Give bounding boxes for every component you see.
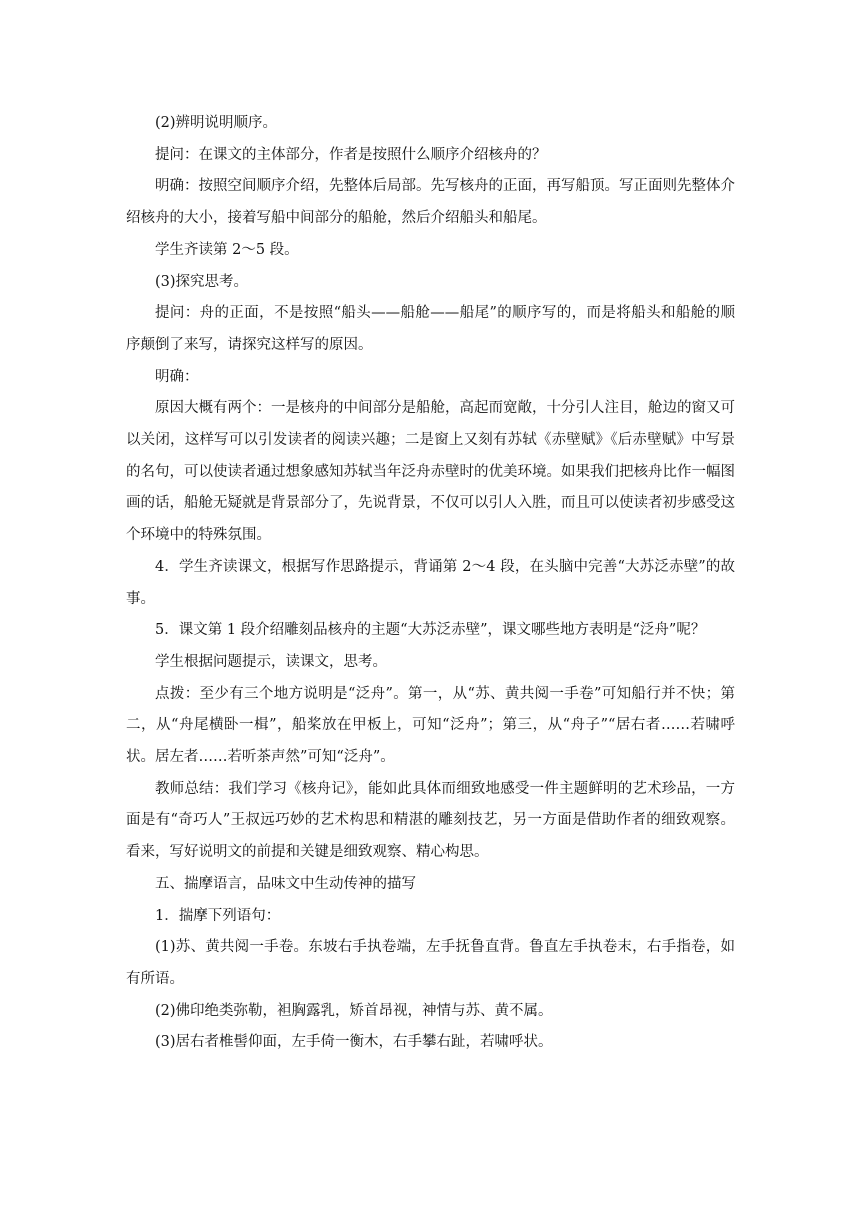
paragraph: 明确： bbox=[155, 368, 199, 385]
paragraph: 原因大概有两个：一是核舟的中间部分是船舱，高起而宽敞，十分引人注目，舱边的窗又可以关闭，这样写可以引发读者的阅读兴趣；二是窗上又刻有苏轼《赤壁赋》《后赤壁赋》中写景的名句，可以使读者通过想象感知苏轼当年泛舟赤壁时的优美环境。如果我们把核舟比作一幅图画的话，船舱无疑就是背景部分了，先说背景，不仅可以引人入胜，而且可以使读者初步感受这个环境中的特殊氛围。 bbox=[126, 400, 735, 544]
paragraph: 5．课文第 1 段介绍雕刻品核舟的主题“大苏泛赤壁”，课文哪些地方表明是“泛舟”呢？ bbox=[155, 622, 706, 639]
paragraph: (2)佛印绝类弥勒，袒胸露乳，矫首昂视，神情与苏、黄不属。 bbox=[155, 1002, 553, 1019]
paragraph: 提问：舟的正面，不是按照“船头——船舱——船尾”的顺序写的，而是将船头和船舱的顺序颠倒了来写，请探究这样写的原因。 bbox=[126, 305, 735, 353]
paragraph: (3)探究思考。 bbox=[155, 273, 249, 290]
paragraph: 4．学生齐读课文，根据写作思路提示，背诵第 2～4 段，在头脑中完善“大苏泛赤壁”的故事。 bbox=[126, 558, 735, 607]
section-heading: 五、揣摩语言，品味文中生动传神的描写 bbox=[155, 875, 416, 892]
paragraph: 教师总结：我们学习《核舟记》，能如此具体而细致地感受一件主题鲜明的艺术珍品，一方面是有“奇巧人”王叔远巧妙的艺术构思和精湛的雕刻技艺，另一方面是借助作者的细致观察。看来，写好说明文的前提和关键是细致观察、精心构思。 bbox=[126, 780, 735, 861]
document-page bbox=[126, 108, 735, 1059]
paragraph: (1)苏、黄共阅一手卷。东坡右手执卷端，左手抚鲁直背。鲁直左手执卷末，右手指卷，如有所语。 bbox=[126, 939, 735, 987]
paragraph: (3)居右者椎髻仰面，左手倚一衡木，右手攀右趾，若啸呼状。 bbox=[155, 1034, 553, 1051]
paragraph: 1．揣摩下列语句： bbox=[155, 907, 281, 924]
paragraph: 学生根据问题提示，读课文，思考。 bbox=[155, 653, 387, 670]
paragraph: 提问：在课文的主体部分，作者是按照什么顺序介绍核舟的？ bbox=[155, 146, 547, 163]
paragraph: 明确：按照空间顺序介绍，先整体后局部。先写核舟的正面，再写船顶。写正面则先整体介绍核舟的大小，接着写船中间部分的船舱，然后介绍船头和船尾。 bbox=[126, 178, 735, 227]
paragraph: 学生齐读第 2～5 段。 bbox=[155, 241, 299, 258]
paragraph: (2)辨明说明顺序。 bbox=[155, 115, 278, 131]
paragraph: 点拨：至少有三个地方说明是“泛舟”。第一，从“苏、黄共阅一手卷”可知船行并不快；第二，从“舟尾横卧一楫”，船桨放在甲板上，可知“泛舟”；第三，从“舟子”“居右者……若啸呼状。居左者……若听茶声然”可知“泛舟”。 bbox=[126, 685, 735, 766]
